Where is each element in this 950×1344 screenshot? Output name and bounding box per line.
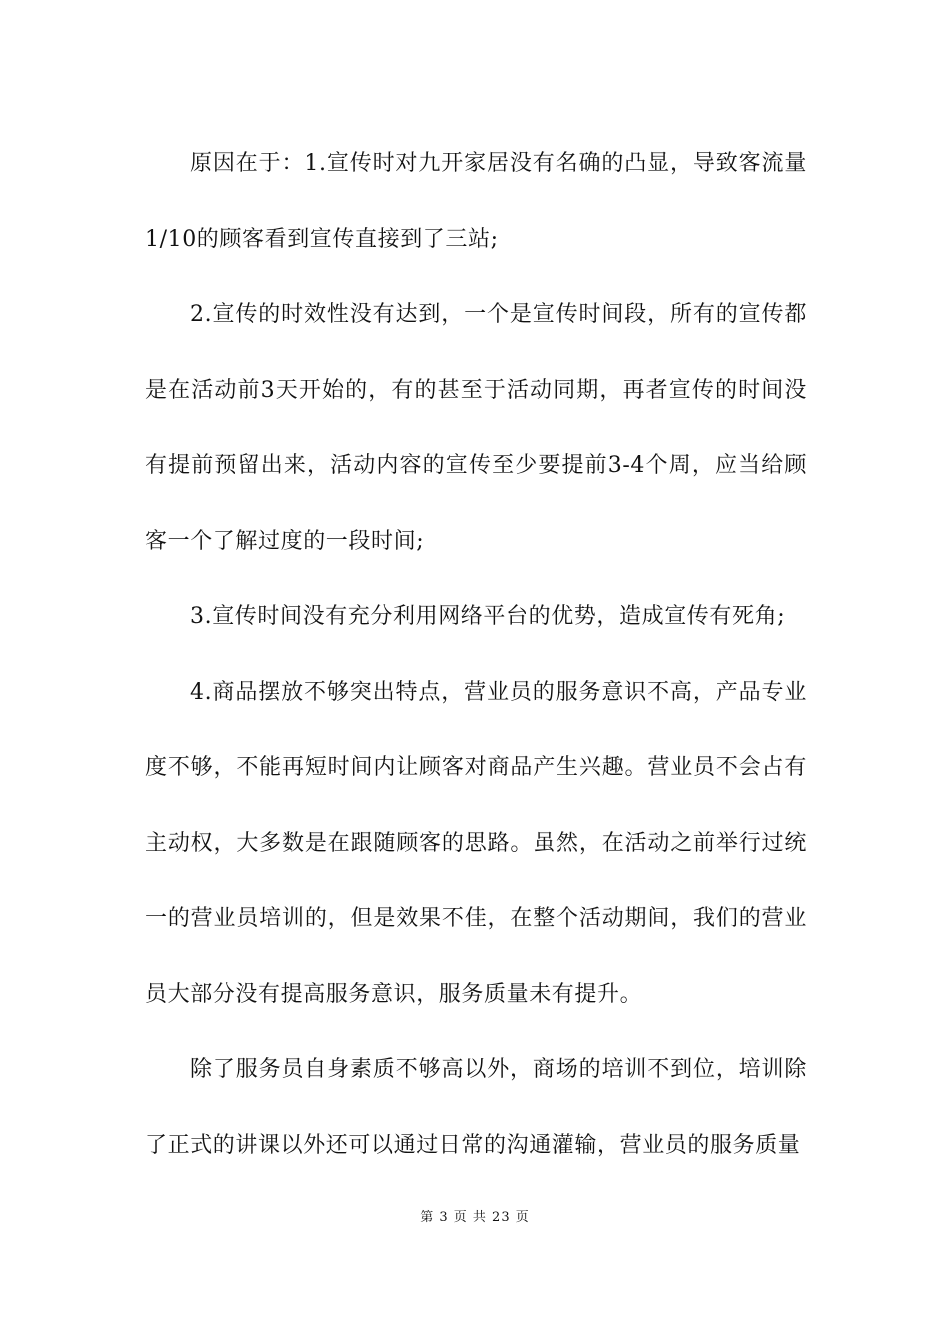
paragraph-reasons-2: 2.宣传的时效性没有达到，一个是宣传时间段，所有的宣传都是在活动前3天开始的，有的甚至于活动同期，再者宣传的时间没有提前预留出来，活动内容的宣传至少要提前3-4个周，应当给顾客一个了解过度的一段时间; xyxy=(145,302,807,554)
paragraph-reasons-1: 原因在于：1.宣传时对九开家居没有名确的凸显，导致客流量1/10的顾客看到宣传直接到了三站; xyxy=(145,151,807,252)
page-number-footer: 第 3 页 共 23 页 xyxy=(420,1210,530,1225)
paragraph-training: 除了服务员自身素质不够高以外，商场的培训不到位，培训除了正式的讲课以外还可以通过日常的沟通灌输，营业员的服务质量 xyxy=(145,1057,807,1158)
document-body xyxy=(145,126,807,1183)
paragraph-reasons-3: 3.宣传时间没有充分利用网络平台的优势，造成宣传有死角; xyxy=(190,604,786,629)
paragraph-reasons-4: 4.商品摆放不够突出特点，营业员的服务意识不高，产品专业度不够，不能再短时间内让顾客对商品产生兴趣。营业员不会占有主动权，大多数是在跟随顾客的思路。虽然，在活动之前举行过统一的营业员培训的，但是效果不佳，在整个活动期间，我们的营业员大部分没有提高服务意识，服务质量未有提升。 xyxy=(145,679,807,1007)
